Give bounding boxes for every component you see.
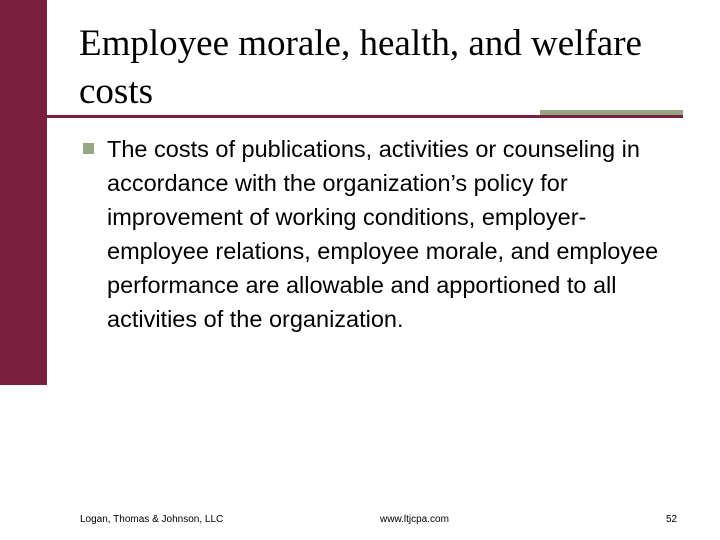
footer-page-number: 52 [666,514,678,525]
slide-title: Employee morale, health, and welfare costs [79,23,642,112]
bullet-square-icon [83,143,94,154]
bullet-text: The costs of publications, activities or counseling in accordance with the organization’s policy for improvement of working conditions, employer-employee relations, employee morale, and employee performance are allowable and apportioned to all activities of the organization. [107,136,659,332]
title-rule-maroon [0,115,683,118]
footer-company: Logan, Thomas & Johnson, LLC [80,514,224,525]
left-accent-bar [0,0,47,385]
footer-website: www.ltjcpa.com [380,514,449,525]
